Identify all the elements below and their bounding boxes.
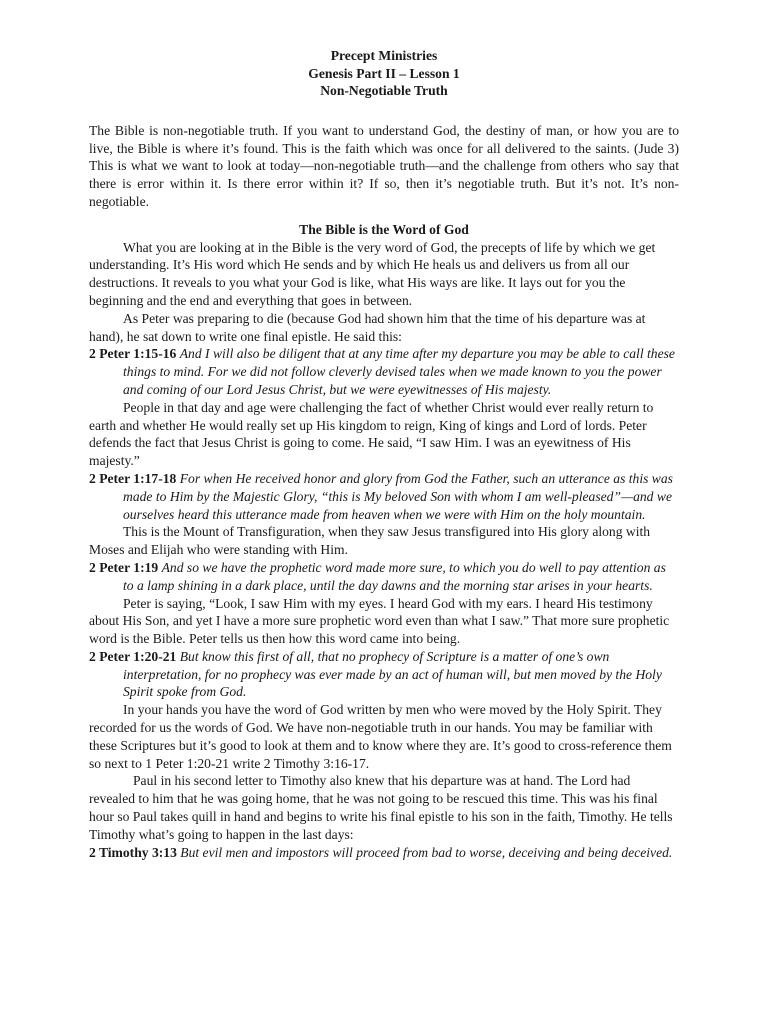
lesson-subtitle: Non-Negotiable Truth — [320, 83, 448, 99]
scripture-quote-2 — [89, 470, 679, 523]
document-page — [89, 47, 679, 861]
ministry-name: Precept Ministries — [330, 48, 438, 63]
scripture-reference: 2 Timothy 3:13 — [89, 844, 177, 860]
scripture-reference: 2 Peter 1:15-16 — [89, 346, 177, 362]
scripture-reference: 2 Peter 1:20-21 — [89, 648, 177, 664]
body-paragraph-2: As Peter was preparing to die (because God had shown him that the time of his departure was at hand), he sat down to write one final epistle. He said this: — [89, 310, 646, 344]
scripture-quote-3 — [89, 559, 679, 595]
body-paragraph-1: What you are looking at in the Bible is the very word of God, the precepts of life by which we get understanding. It’s His word which He sends and by which He heals us and delivers us from all our destructions. It reveals to you what your God is like, what His ways are like. It lays out for you the beginning and the end and everything that goes in between. — [89, 239, 656, 308]
lesson-title: Genesis Part II – Lesson 1 — [308, 65, 460, 81]
scripture-reference: 2 Peter 1:19 — [89, 559, 159, 575]
scripture-text: And so we have the prophetic word made more sure, to which you do well to pay attention as to a lamp shining in a dark place, until the day dawns and the morning star arises in your hearts. — [123, 559, 666, 593]
section-heading: The Bible is the Word of God — [299, 221, 469, 237]
scripture-quote-5 — [89, 844, 679, 862]
scripture-reference: 2 Peter 1:17-18 — [89, 470, 177, 486]
body-paragraph-3: People in that day and age were challenging the fact of whether Christ would ever really return to earth and whether He would really set up His kingdom to reign, King of kings and Lord of lords. Peter defends the fact that Jesus Christ is going to come. He said, “I saw Him. I was an eyewitness of His majesty.” — [89, 399, 654, 469]
document-header — [89, 47, 679, 100]
body-paragraph-7: Paul in his second letter to Timothy also knew that his departure was at hand. The Lord had revealed to him that he was going home, that he was not going to be rescued this time. This was his final hour so Paul takes quill in hand and begins to write his final epistle to his son in the faith, Timothy. He tells Timothy what’s going to happen in the last days: — [89, 773, 673, 842]
body-paragraph-6: In your hands you have the word of God written by men who were moved by the Holy Spirit. They recorded for us the words of God. We have non-negotiable truth in our hands. You may be familiar with these Scriptures but it’s good to look at them and to know where they are. It’s good to cross-reference them so next to 1 Peter 1:20-21 write 2 Timothy 3:16-17. — [89, 702, 672, 771]
scripture-text: For when He received honor and glory from God the Father, such an utterance as this was made to Him by the Majestic Glory, “this is My beloved Son with whom I am well-pleased”—and we ourselves heard this utterance made from heaven when we were with Him on the holy mountain. — [123, 470, 673, 522]
scripture-quote-4 — [89, 648, 679, 701]
scripture-text: And I will also be diligent that at any time after my departure you may be able to call these things to mind. For we did not follow cleverly devised tales when we made known to you the power and coming of our Lord Jesus Christ, but we were eyewitnesses of His majesty. — [123, 346, 675, 397]
scripture-text: But know this first of all, that no prophecy of Scripture is a matter of one’s own interpretation, for no prophecy was ever made by an act of human will, but men moved by the Holy Spirit spoke from God. — [123, 648, 662, 700]
body-paragraph-5: Peter is saying, “Look, I saw Him with my eyes. I heard God with my ears. I heard His testimony about His Son, and yet I have a more sure prophetic word even than what I saw.” That more sure prophetic word is the Bible. Peter tells us then how this word came into being. — [89, 595, 670, 647]
intro-paragraph: The Bible is non-negotiable truth. If you want to understand God, the destiny of man, or how you are to live, the Bible is where it’s found. This is the faith which was once for all delivered to the saints. (Jude 3) This is what we want to look at today—non-negotiable truth—and the challenge from others who say that there is error within it. Is there error within it? If so, then it’s negotiable truth. But it’s not. It’s non-negotiable. — [89, 122, 679, 209]
body-paragraph-4: This is the Mount of Transfiguration, when they saw Jesus transfigured into His glory along with Moses and Elijah who were standing with Him. — [89, 524, 651, 558]
scripture-text: But evil men and impostors will proceed from bad to worse, deceiving and being deceived. — [180, 844, 673, 860]
scripture-quote-1 — [89, 345, 679, 398]
